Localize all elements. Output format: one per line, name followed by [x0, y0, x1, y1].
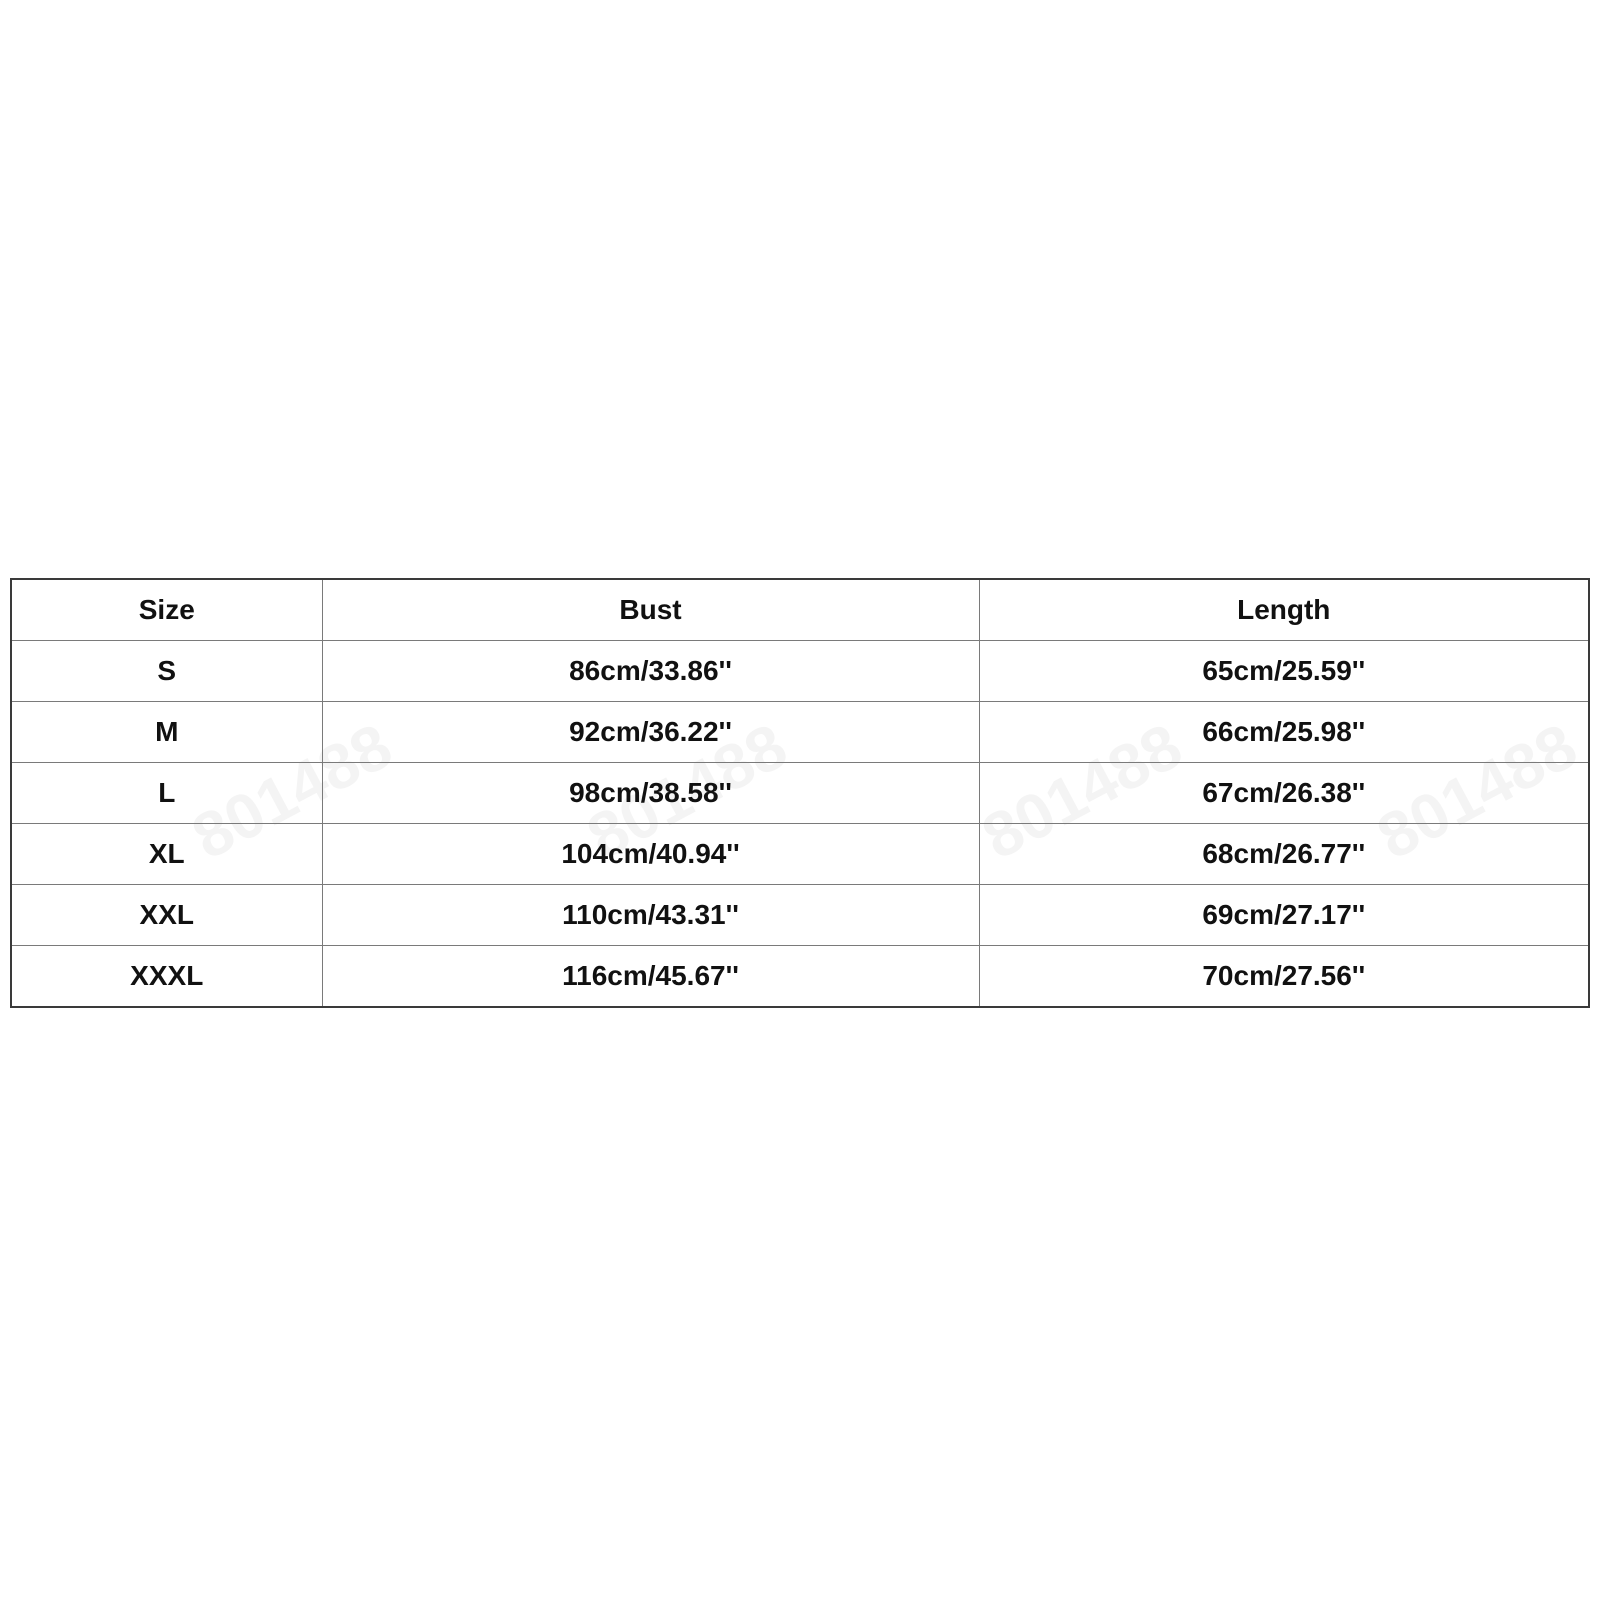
header-size: Size — [11, 579, 322, 641]
size-chart-table — [10, 578, 1590, 1008]
bust-cell: 92cm/36.22'' — [322, 702, 979, 763]
size-cell: XL — [11, 824, 322, 885]
size-cell: XXXL — [11, 946, 322, 1008]
bust-cell: 98cm/38.58'' — [322, 763, 979, 824]
length-cell: 67cm/26.38'' — [979, 763, 1589, 824]
bust-cell: 116cm/45.67'' — [322, 946, 979, 1008]
bust-cell: 86cm/33.86'' — [322, 641, 979, 702]
header-length: Length — [979, 579, 1589, 641]
table-row — [11, 824, 1589, 885]
bust-cell: 104cm/40.94'' — [322, 824, 979, 885]
size-cell: S — [11, 641, 322, 702]
header-bust: Bust — [322, 579, 979, 641]
table-header-row — [11, 579, 1589, 641]
length-cell: 70cm/27.56'' — [979, 946, 1589, 1008]
length-cell: 68cm/26.77'' — [979, 824, 1589, 885]
table-row — [11, 702, 1589, 763]
table-row — [11, 763, 1589, 824]
bust-cell: 110cm/43.31'' — [322, 885, 979, 946]
table-row — [11, 885, 1589, 946]
length-cell: 66cm/25.98'' — [979, 702, 1589, 763]
length-cell: 65cm/25.59'' — [979, 641, 1589, 702]
size-cell: L — [11, 763, 322, 824]
size-cell: XXL — [11, 885, 322, 946]
table-row — [11, 641, 1589, 702]
length-cell: 69cm/27.17'' — [979, 885, 1589, 946]
size-cell: M — [11, 702, 322, 763]
table-row — [11, 946, 1589, 1008]
